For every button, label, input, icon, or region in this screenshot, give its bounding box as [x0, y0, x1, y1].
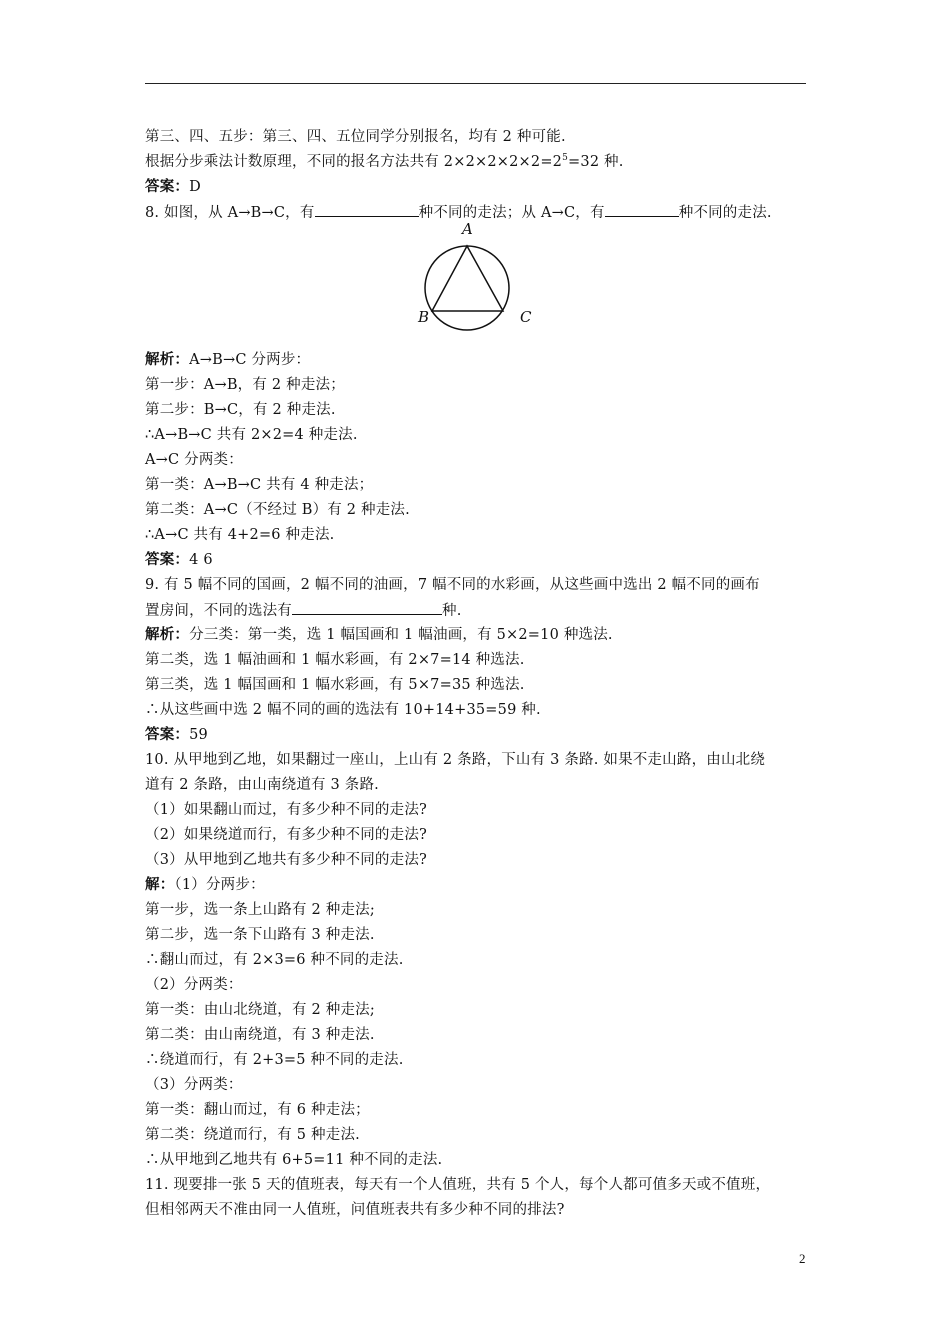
solution-line: 第二步：B→C，有 2 种走法.: [145, 402, 336, 418]
solution-line: ∴从这些画中选 2 幅不同的画的选法有 10+14+35=59 种.: [145, 702, 541, 718]
answer-label: 答案：: [145, 551, 190, 568]
solution-line: 第三类，选 1 幅国画和 1 幅水彩画，有 5×7=35 种选法.: [145, 677, 525, 693]
solution-line: 第一步，选一条上山路有 2 种走法;: [145, 902, 375, 918]
solution-line: 解析：分三类：第一类，选 1 幅国画和 1 幅油画，有 5×2=10 种选法.: [145, 626, 613, 643]
answer-value: 4 6: [189, 552, 213, 568]
sub-question: （2）如果绕道而行，有多少种不同的走法?: [145, 827, 427, 843]
solution-line: 第二类：A→C（不经过 B）有 2 种走法.: [145, 502, 410, 518]
question-10: 道有 2 条路，由山南绕道有 3 条路.: [145, 777, 379, 793]
solution-line: 第一类：由山北绕道，有 2 种走法;: [145, 1002, 375, 1018]
triangle-abc: [432, 246, 503, 311]
sub-question: （3）从甲地到乙地共有多少种不同的走法?: [145, 852, 427, 868]
superscript: 5: [562, 153, 569, 163]
answer-blank: [605, 202, 679, 217]
solution-label: 解：: [145, 876, 175, 893]
answer-label: 答案：: [145, 726, 190, 743]
text-line: 第三、四、五步：第三、四、五位同学分别报名，均有 2 种可能.: [145, 129, 566, 145]
circle-triangle-figure: [410, 220, 540, 344]
header-rule: [145, 83, 806, 84]
sub-question: （1）如果翻山而过，有多少种不同的走法?: [145, 802, 427, 818]
question-10: 10. 从甲地到乙地，如果翻过一座山，上山有 2 条路，下山有 3 条路. 如果不走山路，由山北绕: [145, 752, 766, 768]
solution-line: ∴A→B→C 共有 2×2=4 种走法.: [145, 427, 358, 443]
question-8: 8. 如图，从 A→B→C，有 种不同的走法；从 A→C，有 种不同的走法.: [145, 202, 772, 223]
answer-blank: [292, 600, 442, 615]
analysis-label: 解析：: [145, 626, 190, 643]
solution-line: 第二步，选一条下山路有 3 种走法.: [145, 927, 375, 943]
solution-line: 第一类：翻山而过，有 6 种走法；: [145, 1102, 370, 1118]
vertex-label-b: B: [418, 308, 430, 326]
question-9: 置房间，不同的选法有 种.: [145, 600, 462, 621]
solution-line: A→C 分两类：: [145, 452, 243, 468]
vertex-label-a: A: [462, 220, 473, 238]
solution-line: 第二类，选 1 幅油画和 1 幅水彩画，有 2×7=14 种选法.: [145, 652, 525, 668]
answer-value: D: [189, 179, 201, 195]
answer-line: [145, 177, 201, 197]
solution-line: 第一步：A→B，有 2 种走法；: [145, 377, 345, 393]
solution-line: ∴A→C 共有 4+2=6 种走法.: [145, 527, 335, 543]
question-9: 9. 有 5 幅不同的国画，2 幅不同的油画，7 幅不同的水彩画，从这些画中选出 2 幅不同的画布: [145, 577, 760, 593]
circumscribed-circle: [425, 246, 509, 330]
answer-line: [145, 550, 213, 570]
solution-line: 第二类：绕道而行，有 5 种走法.: [145, 1127, 360, 1143]
analysis-label: 解析：: [145, 351, 190, 368]
question-11: 但相邻两天不准由同一人值班，问值班表共有多少种不同的排法?: [145, 1202, 565, 1218]
solution-line: ∴绕道而行，有 2+3=5 种不同的走法.: [145, 1052, 404, 1068]
solution-line: 解析：A→B→C 分两步：: [145, 351, 311, 368]
answer-line: [145, 725, 208, 745]
page-number: 2: [799, 1251, 806, 1266]
answer-value: 59: [189, 727, 208, 743]
solution-line: （3）分两类：: [145, 1077, 243, 1093]
solution-line: ∴翻山而过，有 2×3=6 种不同的走法.: [145, 952, 404, 968]
solution-line: 第一类：A→B→C 共有 4 种走法；: [145, 477, 374, 493]
solution-line: ∴从甲地到乙地共有 6+5=11 种不同的走法.: [145, 1152, 443, 1168]
answer-blank: [315, 202, 419, 217]
solution-line: 第二类：由山南绕道，有 3 种走法.: [145, 1027, 375, 1043]
solution-line: 解：（1）分两步：: [145, 876, 265, 893]
vertex-label-c: C: [520, 308, 532, 326]
question-11: 11. 现要排一张 5 天的值班表，每天有一个人值班，共有 5 个人，每个人都可值多天或不值班，: [145, 1177, 771, 1193]
answer-label: 答案：: [145, 178, 190, 195]
solution-line: （2）分两类：: [145, 977, 243, 993]
text-line: 根据分步乘法计数原理，不同的报名方法共有 $2\times 2\times 2\times 2\times 2=2^5=32$ 种.: [145, 153, 624, 170]
